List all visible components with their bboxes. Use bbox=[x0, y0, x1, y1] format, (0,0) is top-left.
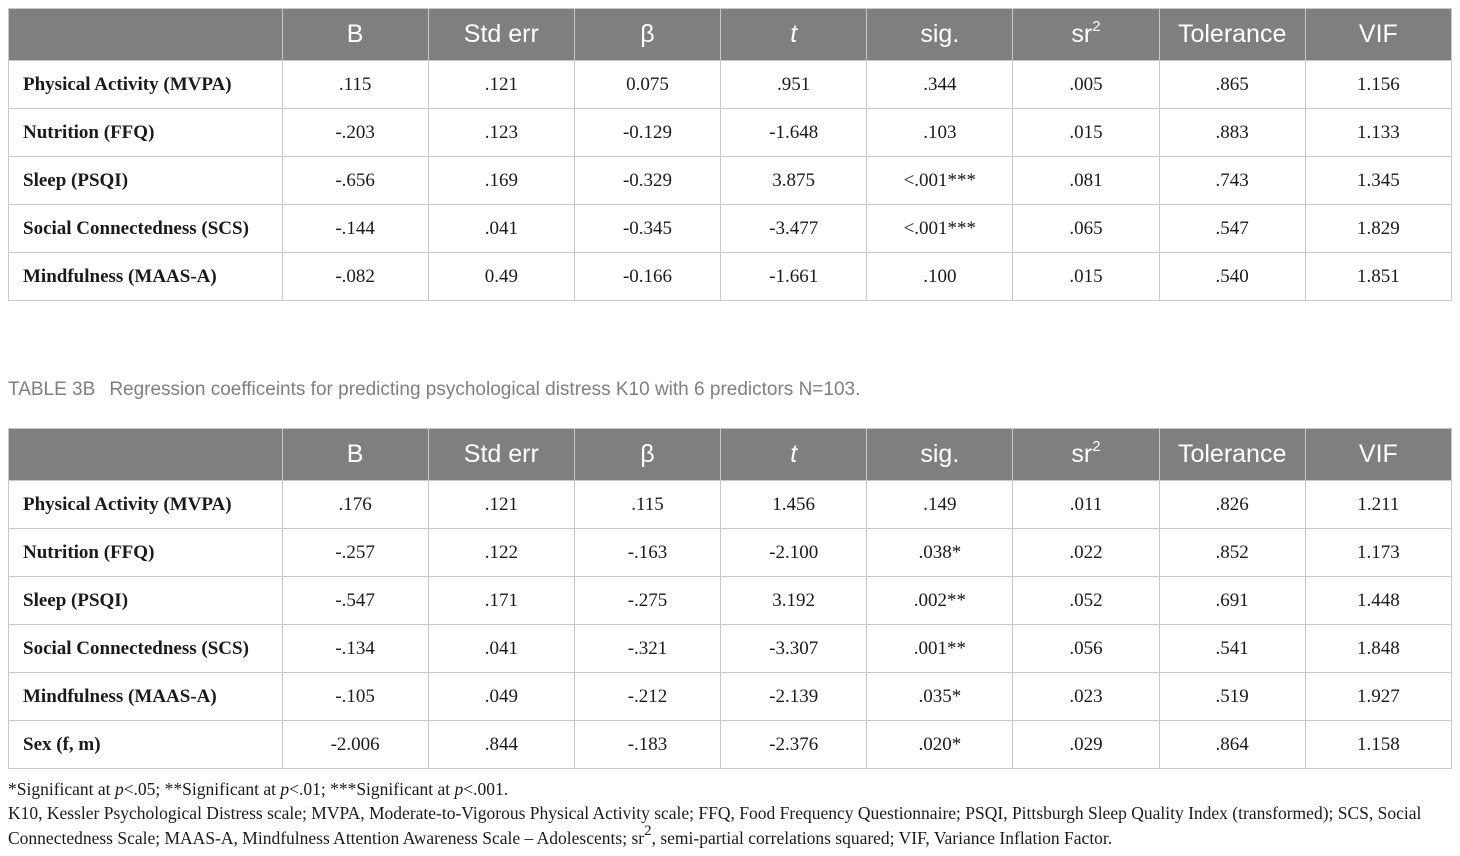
row-label: Nutrition (FFQ) bbox=[9, 529, 283, 577]
table-cell: .547 bbox=[1159, 205, 1305, 253]
footnote-text: <.001. bbox=[463, 779, 509, 799]
table-cell: .103 bbox=[867, 109, 1013, 157]
header-row bbox=[9, 429, 1452, 481]
table-cell: .123 bbox=[428, 109, 574, 157]
table-cell: .056 bbox=[1013, 625, 1159, 673]
header-label: Tolerance bbox=[1177, 440, 1287, 468]
column-header bbox=[1013, 429, 1159, 481]
table-cell: .020* bbox=[867, 721, 1013, 769]
table-row bbox=[9, 253, 1452, 301]
table-cell: .011 bbox=[1013, 481, 1159, 529]
column-header bbox=[1305, 9, 1451, 61]
row-label: Sex (f, m) bbox=[9, 721, 283, 769]
table-row bbox=[9, 529, 1452, 577]
table-cell: .540 bbox=[1159, 253, 1305, 301]
table-row bbox=[9, 481, 1452, 529]
table-cell: -.163 bbox=[574, 529, 720, 577]
table-row bbox=[9, 109, 1452, 157]
column-header bbox=[1159, 429, 1305, 481]
table-cell: -0.329 bbox=[574, 157, 720, 205]
header-label: B bbox=[346, 440, 364, 468]
table-cell: .041 bbox=[428, 625, 574, 673]
table-cell: .122 bbox=[428, 529, 574, 577]
table-cell: .121 bbox=[428, 481, 574, 529]
column-header bbox=[282, 9, 428, 61]
table-cell: .115 bbox=[574, 481, 720, 529]
table-cell: .519 bbox=[1159, 673, 1305, 721]
table-cell: .100 bbox=[867, 253, 1013, 301]
table-cell: -2.100 bbox=[721, 529, 867, 577]
table-cell: -.257 bbox=[282, 529, 428, 577]
column-header bbox=[1013, 9, 1159, 61]
table-cell: .149 bbox=[867, 481, 1013, 529]
header-label: sig. bbox=[920, 20, 960, 48]
table-cell: .115 bbox=[282, 61, 428, 109]
table-cell: .038* bbox=[867, 529, 1013, 577]
header-superscript: 2 bbox=[1092, 17, 1101, 35]
table-cell: .176 bbox=[282, 481, 428, 529]
row-label: Mindfulness (MAAS-A) bbox=[9, 673, 283, 721]
table-cell: .023 bbox=[1013, 673, 1159, 721]
table-cell: .541 bbox=[1159, 625, 1305, 673]
table-row bbox=[9, 673, 1452, 721]
abbrev-text: K10, Kessler Psychological Distress scale; MVPA, Moderate-to-Vigorous Physical Activity scale; FFQ, Food Frequency Questionnaire; PSQI, Pittsburgh Sleep Quality Index (transformed); SCS, Social Connectedness Scale; MAAS-A, Mindfulness Attention Awareness Scale – Adolescents; sr bbox=[8, 803, 1422, 848]
row-label: Social Connectedness (SCS) bbox=[9, 205, 283, 253]
table-cell: 1.211 bbox=[1305, 481, 1451, 529]
header-label: t bbox=[790, 20, 798, 48]
table-cell: .951 bbox=[721, 61, 867, 109]
footnote-text: <.01; ***Significant at bbox=[289, 779, 455, 799]
column-header bbox=[9, 9, 283, 61]
table-cell: 1.173 bbox=[1305, 529, 1451, 577]
column-header bbox=[574, 9, 720, 61]
table-cell: .015 bbox=[1013, 253, 1159, 301]
caption-label: TABLE 3B bbox=[8, 379, 96, 400]
table-cell: -1.661 bbox=[721, 253, 867, 301]
table-cell: -0.345 bbox=[574, 205, 720, 253]
table-cell: 0.49 bbox=[428, 253, 574, 301]
regression-table-a bbox=[8, 8, 1452, 301]
table-cell: .743 bbox=[1159, 157, 1305, 205]
footnote-abbreviations bbox=[8, 801, 1452, 851]
row-label: Physical Activity (MVPA) bbox=[9, 61, 283, 109]
table-cell: .005 bbox=[1013, 61, 1159, 109]
column-header bbox=[721, 429, 867, 481]
header-label: sr bbox=[1071, 20, 1093, 48]
header-label: Std err bbox=[463, 20, 539, 48]
p-symbol: p bbox=[454, 779, 464, 799]
column-header bbox=[282, 429, 428, 481]
abbrev-text-end: , semi-partial correlations squared; VIF, Variance Inflation Factor. bbox=[651, 828, 1113, 848]
header-superscript: 2 bbox=[1092, 437, 1101, 455]
row-label: Social Connectedness (SCS) bbox=[9, 625, 283, 673]
table-cell: 1.848 bbox=[1305, 625, 1451, 673]
header-row bbox=[9, 9, 1452, 61]
table-cell: -.212 bbox=[574, 673, 720, 721]
table-cell: 3.875 bbox=[721, 157, 867, 205]
table-cell: -0.129 bbox=[574, 109, 720, 157]
column-header bbox=[867, 429, 1013, 481]
table-row bbox=[9, 721, 1452, 769]
table-cell: -.082 bbox=[282, 253, 428, 301]
table-cell: 1.829 bbox=[1305, 205, 1451, 253]
row-label: Mindfulness (MAAS-A) bbox=[9, 253, 283, 301]
table-cell: -.105 bbox=[282, 673, 428, 721]
table-cell: .169 bbox=[428, 157, 574, 205]
row-label: Physical Activity (MVPA) bbox=[9, 481, 283, 529]
table-body bbox=[9, 61, 1452, 301]
header-label: t bbox=[790, 440, 798, 468]
header-label: sr bbox=[1071, 440, 1093, 468]
table-cell: .022 bbox=[1013, 529, 1159, 577]
column-header bbox=[1159, 9, 1305, 61]
table-row bbox=[9, 61, 1452, 109]
table-cell: .001** bbox=[867, 625, 1013, 673]
table-cell: .865 bbox=[1159, 61, 1305, 109]
table-cell: .081 bbox=[1013, 157, 1159, 205]
table-cell: -.134 bbox=[282, 625, 428, 673]
column-header bbox=[1305, 429, 1451, 481]
regression-table-b bbox=[8, 428, 1452, 769]
table-cell: -.144 bbox=[282, 205, 428, 253]
table-cell: -.275 bbox=[574, 577, 720, 625]
table-cell: 1.156 bbox=[1305, 61, 1451, 109]
table-body bbox=[9, 481, 1452, 769]
header-label: sig. bbox=[920, 440, 960, 468]
header-label: Std err bbox=[463, 440, 539, 468]
caption-text: Regression coefficeints for predicting psychological distress K10 with 6 predictors N=103. bbox=[109, 379, 861, 400]
table-cell: -.203 bbox=[282, 109, 428, 157]
table-cell: .344 bbox=[867, 61, 1013, 109]
table-cell: -3.477 bbox=[721, 205, 867, 253]
table-cell: -1.648 bbox=[721, 109, 867, 157]
table-row bbox=[9, 205, 1452, 253]
table-cell: .171 bbox=[428, 577, 574, 625]
table-cell: 1.851 bbox=[1305, 253, 1451, 301]
table-cell: -0.166 bbox=[574, 253, 720, 301]
table-cell: -2.139 bbox=[721, 673, 867, 721]
row-label: Nutrition (FFQ) bbox=[9, 109, 283, 157]
table-cell: .691 bbox=[1159, 577, 1305, 625]
column-header bbox=[867, 9, 1013, 61]
header-label: B bbox=[346, 20, 364, 48]
table-row bbox=[9, 625, 1452, 673]
footnote-text: <.05; **Significant at bbox=[123, 779, 281, 799]
footnote-significance bbox=[8, 777, 1452, 802]
footnote-text: *Significant at bbox=[8, 779, 115, 799]
table-row bbox=[9, 577, 1452, 625]
table-cell: -2.376 bbox=[721, 721, 867, 769]
table-cell: 0.075 bbox=[574, 61, 720, 109]
p-symbol: p bbox=[280, 779, 290, 799]
table-cell: 1.927 bbox=[1305, 673, 1451, 721]
header-label: Tolerance bbox=[1177, 20, 1287, 48]
table-cell: <.001*** bbox=[867, 157, 1013, 205]
table-cell: .844 bbox=[428, 721, 574, 769]
header-label: β bbox=[640, 440, 655, 468]
table-cell: .052 bbox=[1013, 577, 1159, 625]
header-label: β bbox=[640, 20, 655, 48]
table-cell: .049 bbox=[428, 673, 574, 721]
table-cell: .035* bbox=[867, 673, 1013, 721]
row-label: Sleep (PSQI) bbox=[9, 577, 283, 625]
abbrev-superscript: 2 bbox=[644, 823, 652, 840]
table-cell: .826 bbox=[1159, 481, 1305, 529]
table-cell: .883 bbox=[1159, 109, 1305, 157]
table-3b-caption bbox=[8, 379, 860, 401]
table-cell: 3.192 bbox=[721, 577, 867, 625]
table-cell: -.656 bbox=[282, 157, 428, 205]
table-cell: 1.456 bbox=[721, 481, 867, 529]
table-cell: .002** bbox=[867, 577, 1013, 625]
table-cell: .065 bbox=[1013, 205, 1159, 253]
table-row bbox=[9, 157, 1452, 205]
table-cell: -.321 bbox=[574, 625, 720, 673]
table-cell: 1.448 bbox=[1305, 577, 1451, 625]
table-cell: .041 bbox=[428, 205, 574, 253]
header-label: VIF bbox=[1358, 20, 1398, 48]
column-header bbox=[9, 429, 283, 481]
table-cell: <.001*** bbox=[867, 205, 1013, 253]
table-cell: .864 bbox=[1159, 721, 1305, 769]
column-header bbox=[428, 429, 574, 481]
table-cell: .015 bbox=[1013, 109, 1159, 157]
column-header bbox=[428, 9, 574, 61]
row-label: Sleep (PSQI) bbox=[9, 157, 283, 205]
table-cell: .029 bbox=[1013, 721, 1159, 769]
header-label: VIF bbox=[1358, 440, 1398, 468]
table-cell: -.547 bbox=[282, 577, 428, 625]
table-cell: -2.006 bbox=[282, 721, 428, 769]
p-symbol: p bbox=[114, 779, 124, 799]
table-cell: .121 bbox=[428, 61, 574, 109]
table-cell: 1.345 bbox=[1305, 157, 1451, 205]
table-cell: 1.133 bbox=[1305, 109, 1451, 157]
column-header bbox=[574, 429, 720, 481]
table-cell: 1.158 bbox=[1305, 721, 1451, 769]
table-cell: .852 bbox=[1159, 529, 1305, 577]
column-header bbox=[721, 9, 867, 61]
table-cell: -3.307 bbox=[721, 625, 867, 673]
table-cell: -.183 bbox=[574, 721, 720, 769]
